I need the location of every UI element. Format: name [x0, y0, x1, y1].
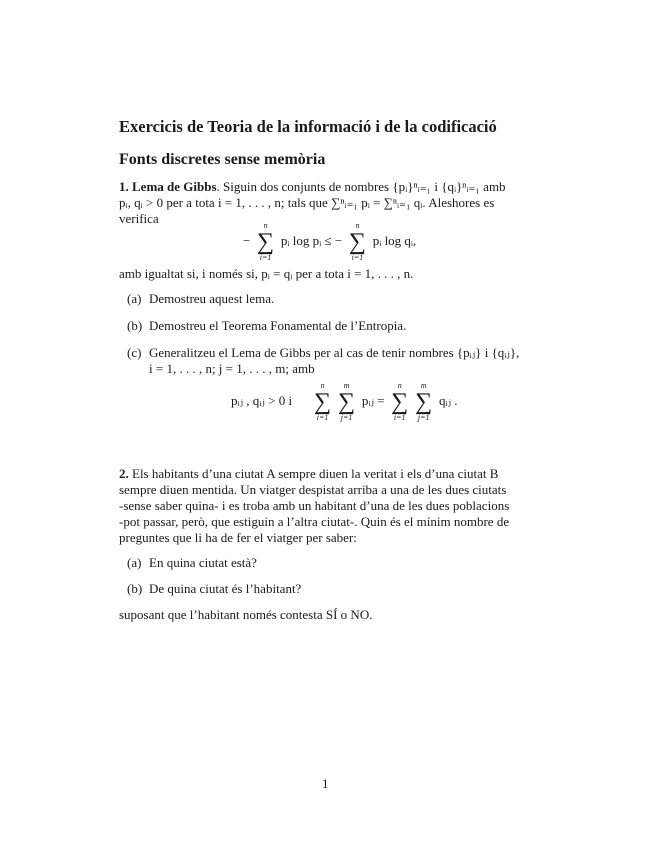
exercise-2-number: 2. — [119, 466, 129, 481]
c-eq-left: pᵢⱼ , qᵢⱼ > 0 i — [231, 392, 293, 408]
exercise-1-number: 1. — [119, 179, 129, 194]
exercise-1-line-3: verifica — [119, 211, 159, 226]
document-title: Exercicis de Teoria de la informació i de la codificació — [119, 117, 497, 136]
c-eq-end: qᵢⱼ . — [438, 392, 458, 408]
exercise-1-item-a: (a) Demostreu aquest lema. — [127, 291, 275, 306]
eq-minus-1: − — [243, 232, 251, 248]
exercise-1-line-2: pᵢ, qᵢ > 0 per a tota i = 1, . . . , n; tals que ∑ⁿᵢ₌₁ pᵢ = ∑ⁿᵢ₌₁ qᵢ. Aleshores es — [119, 195, 495, 210]
sum-symbol-2: n ∑ i=1 — [348, 221, 366, 262]
exercise-1-item-b: (b) Demostreu el Teorema Fonamental de l’Entropia. — [127, 318, 407, 333]
exercise-1-line-1 — [119, 179, 506, 195]
exercise-2-item-a: (a) En quina ciutat està? — [127, 555, 257, 570]
equality-condition: amb igualtat si, i només si, pᵢ = qᵢ per a tota i = 1, . . . , n. — [119, 266, 414, 281]
section-heading: Fonts discretes sense memòria — [119, 151, 326, 168]
c-eq-mid: pᵢⱼ = — [361, 392, 385, 408]
exercise-2-line-4: -pot passar, però, que estiguin a l’altra ciutat-. Quin és el mínim nombre de — [119, 514, 510, 529]
gibbs-inequality — [243, 222, 416, 262]
exercise-2-line-2: sempre diuen mentida. Un viatger despistat arriba a una de les dues ciutats — [119, 482, 507, 497]
sum-symbol-1: n ∑ i=1 — [257, 221, 275, 262]
eq-right-term: pᵢ log qᵢ, — [372, 232, 417, 248]
exercise-1-item-c-line-2: i = 1, . . . , n; j = 1, . . . , m; amb — [149, 361, 315, 376]
generalized-condition — [231, 382, 458, 422]
eq-left-term: pᵢ log pᵢ ≤ − — [280, 232, 343, 248]
page-number: 1 — [322, 776, 329, 791]
exercise-2-line-5: preguntes que li ha de fer el viatger per saber: — [119, 530, 357, 545]
sum-j-1: m ∑ j=1 — [338, 381, 356, 422]
exercise-1-intro: . Siguin dos conjunts de nombres {pᵢ}ⁿᵢ₌₁ i {qᵢ}ⁿᵢ₌₁ amb — [216, 179, 506, 194]
sum-j-2: m ∑ j=1 — [415, 381, 433, 422]
exercise-2-line-1: 2. Els habitants d’una ciutat A sempre diuen la veritat i els d’una ciutat B — [119, 466, 499, 481]
exercise-2-closing: suposant que l’habitant només contesta SÍ o NO. — [119, 607, 373, 622]
sum-i-1: n ∑ i=1 — [314, 381, 332, 422]
exercise-1-name: Lema de Gibbs — [132, 179, 217, 194]
exercise-2-line-3: -sense saber quina- i es troba amb un habitant d’una de les dues poblacions — [119, 498, 510, 513]
exercise-2-item-b: (b) De quina ciutat és l’habitant? — [127, 581, 302, 596]
exercise-1-item-c: (c) Generalitzeu el Lema de Gibbs per al cas de tenir nombres {pᵢⱼ} i {qᵢⱼ}, — [127, 345, 520, 360]
sum-i-2: n ∑ i=1 — [391, 381, 409, 422]
